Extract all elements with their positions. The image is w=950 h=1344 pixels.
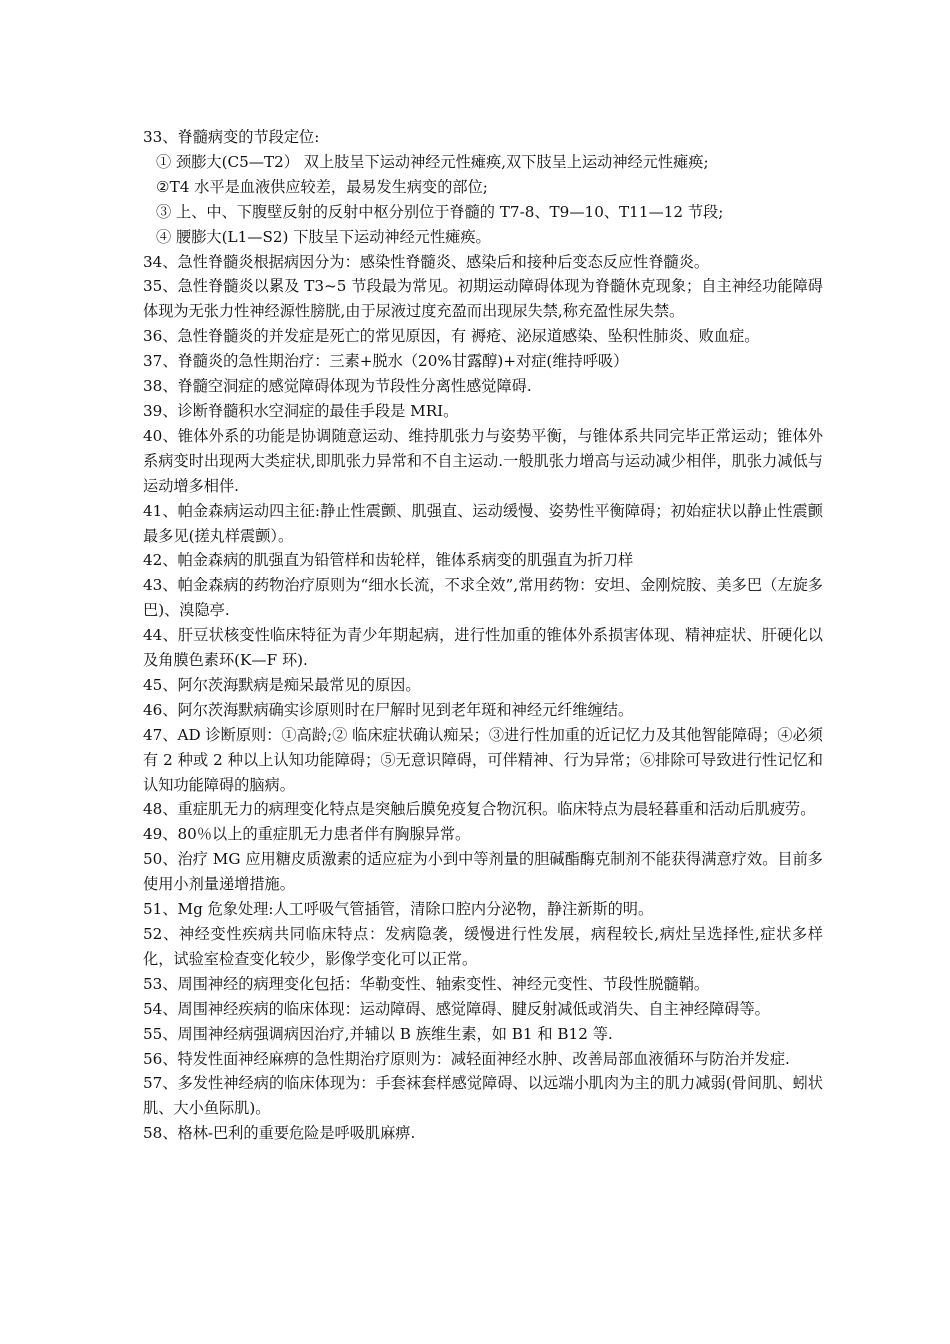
item-40: 40、锥体外系的功能是协调随意运动、维持肌张力与姿势平衡，与锥体系共同完毕正常运动；锥体外系病变时出现两大类症状,即肌张力异常和不自主运动.一般肌张力增高与运动减少相伴，肌张力减低与运动增多相伴. bbox=[143, 426, 823, 495]
item-50: 50、治疗 MG 应用糖皮质激素的适应症为小到中等剂量的胆碱酯酶克制剂不能获得满意疗效。目前多使用小剂量递增措施。 bbox=[143, 850, 823, 894]
item-46: 46、阿尔茨海默病确实诊原则时在尸解时见到老年斑和神经元纤维缠结。 bbox=[143, 700, 634, 719]
item-51: 51、Mg 危象处理:人工呼吸气管插管，清除口腔内分泌物，静注新斯的明。 bbox=[143, 900, 654, 919]
item-47: 47、AD 诊断原则：①高龄;② 临床症状确认痴呆；③进行性加重的近记忆力及其他智能障碍；④必须有 2 种或 2 种以上认知功能障碍；⑤无意识障碍，可伴精神、行为异常；⑥排除可导致进行性记忆和认知功能障碍的脑病。 bbox=[143, 725, 823, 794]
item-38: 38、脊髓空洞症的感觉障碍体现为节段性分离性感觉障碍. bbox=[143, 377, 532, 396]
item-44: 44、肝豆状核变性临床特征为青少年期起病，进行性加重的锥体外系损害体现、精神症状、肝硬化以及角膜色素环(K—F 环). bbox=[143, 626, 823, 670]
item-52: 52、神经变性疾病共同临床特点：发病隐袭，缓慢进行性发展，病程较长,病灶呈选择性,症状多样化，试验室检查变化较少，影像学变化可以正常。 bbox=[143, 925, 823, 968]
item-45: 45、阿尔茨海默病是痴呆最常见的原因。 bbox=[143, 675, 421, 694]
item-33-lumbar: ④ 腰膨大(L1—S2) 下肢呈下运动神经元性瘫痪。 bbox=[156, 227, 491, 246]
item-53: 53、周围神经的病理变化包括：华勒变性、轴索变性、神经元变性、节段性脱髓鞘。 bbox=[143, 974, 710, 993]
item-41: 41、帕金森病运动四主征:静止性震颤、肌强直、运动缓慢、姿势性平衡障碍；初始症状以静止性震颤最多见(搓丸样震颤）。 bbox=[143, 501, 823, 545]
item-42: 42、帕金森病的肌强直为铅管样和齿轮样，锥体系病变的肌强直为折刀样 bbox=[143, 551, 634, 570]
item-39: 39、诊断脊髓积水空洞症的最佳手段是 MRI。 bbox=[143, 401, 459, 420]
item-34: 34、急性脊髓炎根据病因分为：感染性脊髓炎、感染后和接种后变态反应性脊髓炎。 bbox=[143, 252, 710, 271]
item-43: 43、帕金森病的药物治疗原则为“细水长流，不求全效”,常用药物：安坦、金刚烷胺、美多巴（左旋多巴)、溴隐亭. bbox=[143, 576, 823, 620]
item-33: 33、脊髓病变的节段定位: bbox=[143, 128, 320, 146]
item-33-cervical: ① 颈膨大(C5—T2） 双上肢呈下运动神经元性瘫痪,双下肢呈上运动神经元性瘫痪; bbox=[156, 152, 709, 171]
item-58: 58、格林-巴利的重要危险是呼吸肌麻痹. bbox=[143, 1124, 416, 1143]
item-37: 37、脊髓炎的急性期治疗：三素+脱水（20%甘露醇)+对症(维持呼吸） bbox=[143, 352, 629, 371]
item-56: 56、特发性面神经麻痹的急性期治疗原则为：减轻面神经水肿、改善局部血液循环与防治并发症. bbox=[143, 1049, 790, 1068]
item-36: 36、急性脊髓炎的并发症是死亡的常见原因，有 褥疮、泌尿道感染、坠积性肺炎、败血症。 bbox=[143, 327, 760, 346]
item-49: 49、80％以上的重症肌无力患者伴有胸腺异常。 bbox=[143, 825, 471, 844]
item-33-abdominal-reflex: ③ 上、中、下腹壁反射的反射中枢分别位于脊髓的 T7-8、T9—10、T11—12 节段; bbox=[156, 202, 724, 221]
item-35: 35、急性脊髓炎以累及 T3~5 节段最为常见。初期运动障碍体现为脊髓休克现象；自主神经功能障碍体现为无张力性神经源性膀胱,由于尿液过度充盈而出现尿失禁,称充盈性尿失禁。 bbox=[143, 277, 823, 321]
item-57: 57、多发性神经病的临床体现为：手套袜套样感觉障碍、以远端小肌肉为主的肌力减弱(骨间肌、蚓状肌、大小鱼际肌)。 bbox=[143, 1074, 823, 1118]
item-33-t4: ②T4 水平是血液供应较差，最易发生病变的部位; bbox=[156, 177, 488, 196]
item-54: 54、周围神经疾病的临床体现：运动障碍、感觉障碍、腱反射减低或消失、自主神经障碍等。 bbox=[143, 999, 770, 1018]
document-body bbox=[143, 125, 823, 1146]
item-55: 55、周围神经病强调病因治疗,并辅以 B 族维生素，如 B1 和 B12 等. bbox=[143, 1024, 613, 1043]
item-48: 48、重症肌无力的病理变化特点是突触后膜免疫复合物沉积。临床特点为晨轻暮重和活动后肌疲劳。 bbox=[143, 800, 816, 819]
